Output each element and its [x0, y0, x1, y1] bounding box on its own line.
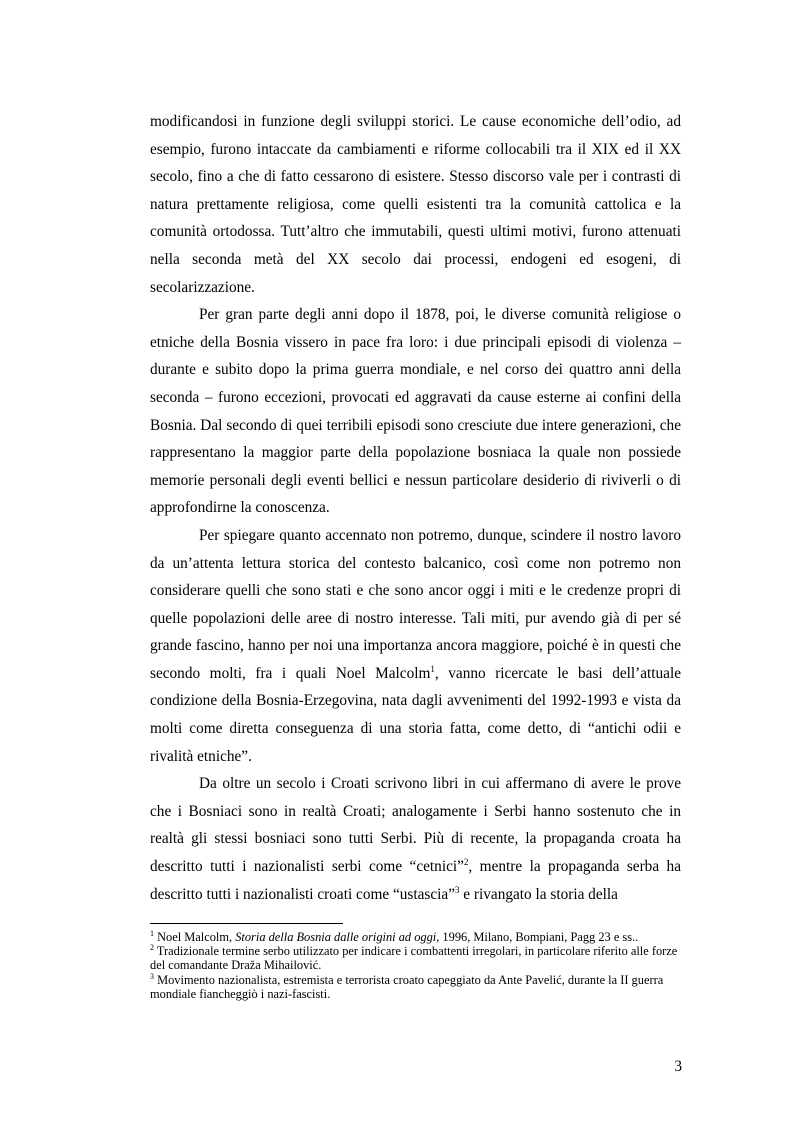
- page-number: 3: [674, 1058, 682, 1075]
- paragraph-4-text-c: e rivangato la storia della: [459, 885, 618, 903]
- footnote-divider: [150, 923, 343, 924]
- footnote-1: [150, 930, 681, 944]
- paragraph-4: [150, 770, 681, 908]
- footnote-1-text-b: , 1996, Milano, Bompiani, Pagg 23 e ss..: [436, 930, 639, 944]
- paragraph-3-text-b: , vanno ricercate le basi dell’attuale condizione della Bosnia-Erzegovina, nata dagli avvenimenti del 1992-1993 e vista da molti come diretta conseguenza di una storia fatta, come detto, di “antichi odii e rivalità etniche”.: [150, 664, 681, 765]
- footnote-2-text: Tradizionale termine serbo utilizzato per indicare i combattenti irregolari, in particolare riferito alle forze del comandante Draža Mihailović.: [150, 944, 678, 973]
- footnote-3: [150, 973, 681, 1001]
- body-text: [150, 108, 681, 908]
- footnote-2-number: 2: [150, 943, 154, 953]
- footnotes: [150, 930, 681, 1001]
- paragraph-4-text-a: Da oltre un secolo i Croati scrivono libri in cui affermano di avere le prove che i Bosniaci sono in realtà Croati; analogamente i Serbi hanno sostenuto che in realtà gli stessi bosniaci sono tutti Serbi. Più di recente, la propaganda croata ha descritto tutti i nazionalisti serbi come “cetnici”: [150, 775, 681, 876]
- footnote-1-book-title: Storia della Bosnia dalle origini ad oggi: [235, 930, 437, 944]
- footnote-3-text: Movimento nazionalista, estremista e terrorista croato capeggiato da Ante Pavelić, durante la II guerra mondiale fiancheggiò i nazi-fascisti.: [150, 972, 664, 1001]
- footnote-ref-1[interactable]: 1: [430, 663, 435, 674]
- paragraph-2: Per gran parte degli anni dopo il 1878, poi, le diverse comunità religiose o etniche della Bosnia vissero in pace fra loro: i due principali episodi di violenza – durante e subito dopo la prima guerra mondiale, e nel corso dei quattro anni della seconda – furono eccezioni, provocati ed aggravati da cause esterne ai confini della Bosnia. Dal secondo di quei terribili episodi sono cresciute due intere generazioni, che rappresentano la maggior parte della popolazione bosniaca la quale non possiede memorie personali degli eventi bellici e nessun particolare desiderio di riviverli o di approfondirne la conoscenza.: [150, 306, 681, 517]
- paragraph-4-text-b: , mentre la propaganda serba ha descritto tutti i nazionalisti croati come “ustascia”: [150, 858, 681, 903]
- paragraph-3-text-a: Per spiegare quanto accennato non potremo, dunque, scindere il nostro lavoro da un’attenta lettura storica del contesto balcanico, così come non potremo non considerare quelli che sono stati e che sono ancor oggi i miti e le credenze propri di quelle popolazioni delle aree di nostro interesse. Tali miti, pur avendo già di per sé grande fascino, hanno per noi una importanza ancora maggiore, poiché è in questi che secondo molti, fra i quali Noel Malcolm: [150, 526, 681, 682]
- footnote-2: [150, 944, 681, 972]
- footnote-1-number: 1: [150, 928, 154, 938]
- paragraph-3: [150, 522, 681, 770]
- footnote-1-text-a: Noel Malcolm,: [154, 930, 236, 944]
- footnote-3-number: 3: [150, 971, 154, 981]
- footnote-ref-3[interactable]: 3: [454, 884, 460, 895]
- footnote-ref-2[interactable]: 2: [463, 856, 469, 867]
- paragraph-1: modificandosi in funzione degli sviluppi storici. Le cause economiche dell’odio, ad esempio, furono intaccate da cambiamenti e riforme collocabili tra il XIX ed il XX secolo, fino a che di fatto cessarono di esistere. Stesso discorso vale per i contrasti di natura prettamente religiosa, come quelli esistenti tra la comunità cattolica e la comunità ortodossa. Tutt’altro che immutabili, questi ultimi motivi, furono attenuati nella seconda metà del XX secolo dai processi, endogeni ed esogeni, di secolarizzazione.: [150, 113, 681, 296]
